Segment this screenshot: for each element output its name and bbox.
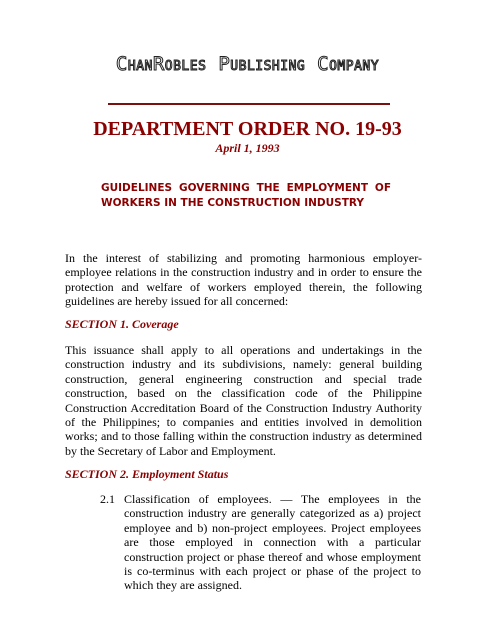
section-2-heading: SECTION 2. Employment Status bbox=[65, 467, 229, 481]
section-1-heading: SECTION 1. Coverage bbox=[65, 317, 179, 331]
document-title: DEPARTMENT ORDER NO. 19-93 bbox=[93, 118, 402, 140]
intro-paragraph: In the interest of stabilizing and promoting harmonious employer-employee relations in the construction industry and in order to ensure the protection and welfare of workers employed therein, the following guidelines are hereby issued for all concerned: bbox=[65, 251, 422, 309]
subsection-text: Classification of employees. — The employees in the construction industry are generally categorized as a) project employee and b) non-project employees. Project employees are those employed in connection with a particular construction project or phase thereof and whose employment is co-terminus with each project or phase of the project to which they are assigned. bbox=[124, 492, 421, 593]
header-rule bbox=[108, 103, 390, 105]
subsection-number: 2.1 bbox=[100, 492, 115, 506]
guidelines-title: GUIDELINES GOVERNING THE EMPLOYMENT OF WORKERS IN THE CONSTRUCTION INDUSTRY bbox=[101, 182, 391, 209]
document-date: April 1, 1993 bbox=[215, 141, 280, 155]
publisher-name: ChanRobles Publishing Company bbox=[115, 53, 380, 75]
section-1-paragraph: This issuance shall apply to all operations and undertakings in the construction industry and its subdivisions, namely: general building construction, general engineering construction and special trade construction, based on the classification code of the Philippine Construction Accreditation Board of the Construction Industry Authority of the Philippines; to companies and entities involved in demolition works; and to those falling within the construction industry as determined by the Secretary of Labor and Employment. bbox=[65, 343, 422, 458]
